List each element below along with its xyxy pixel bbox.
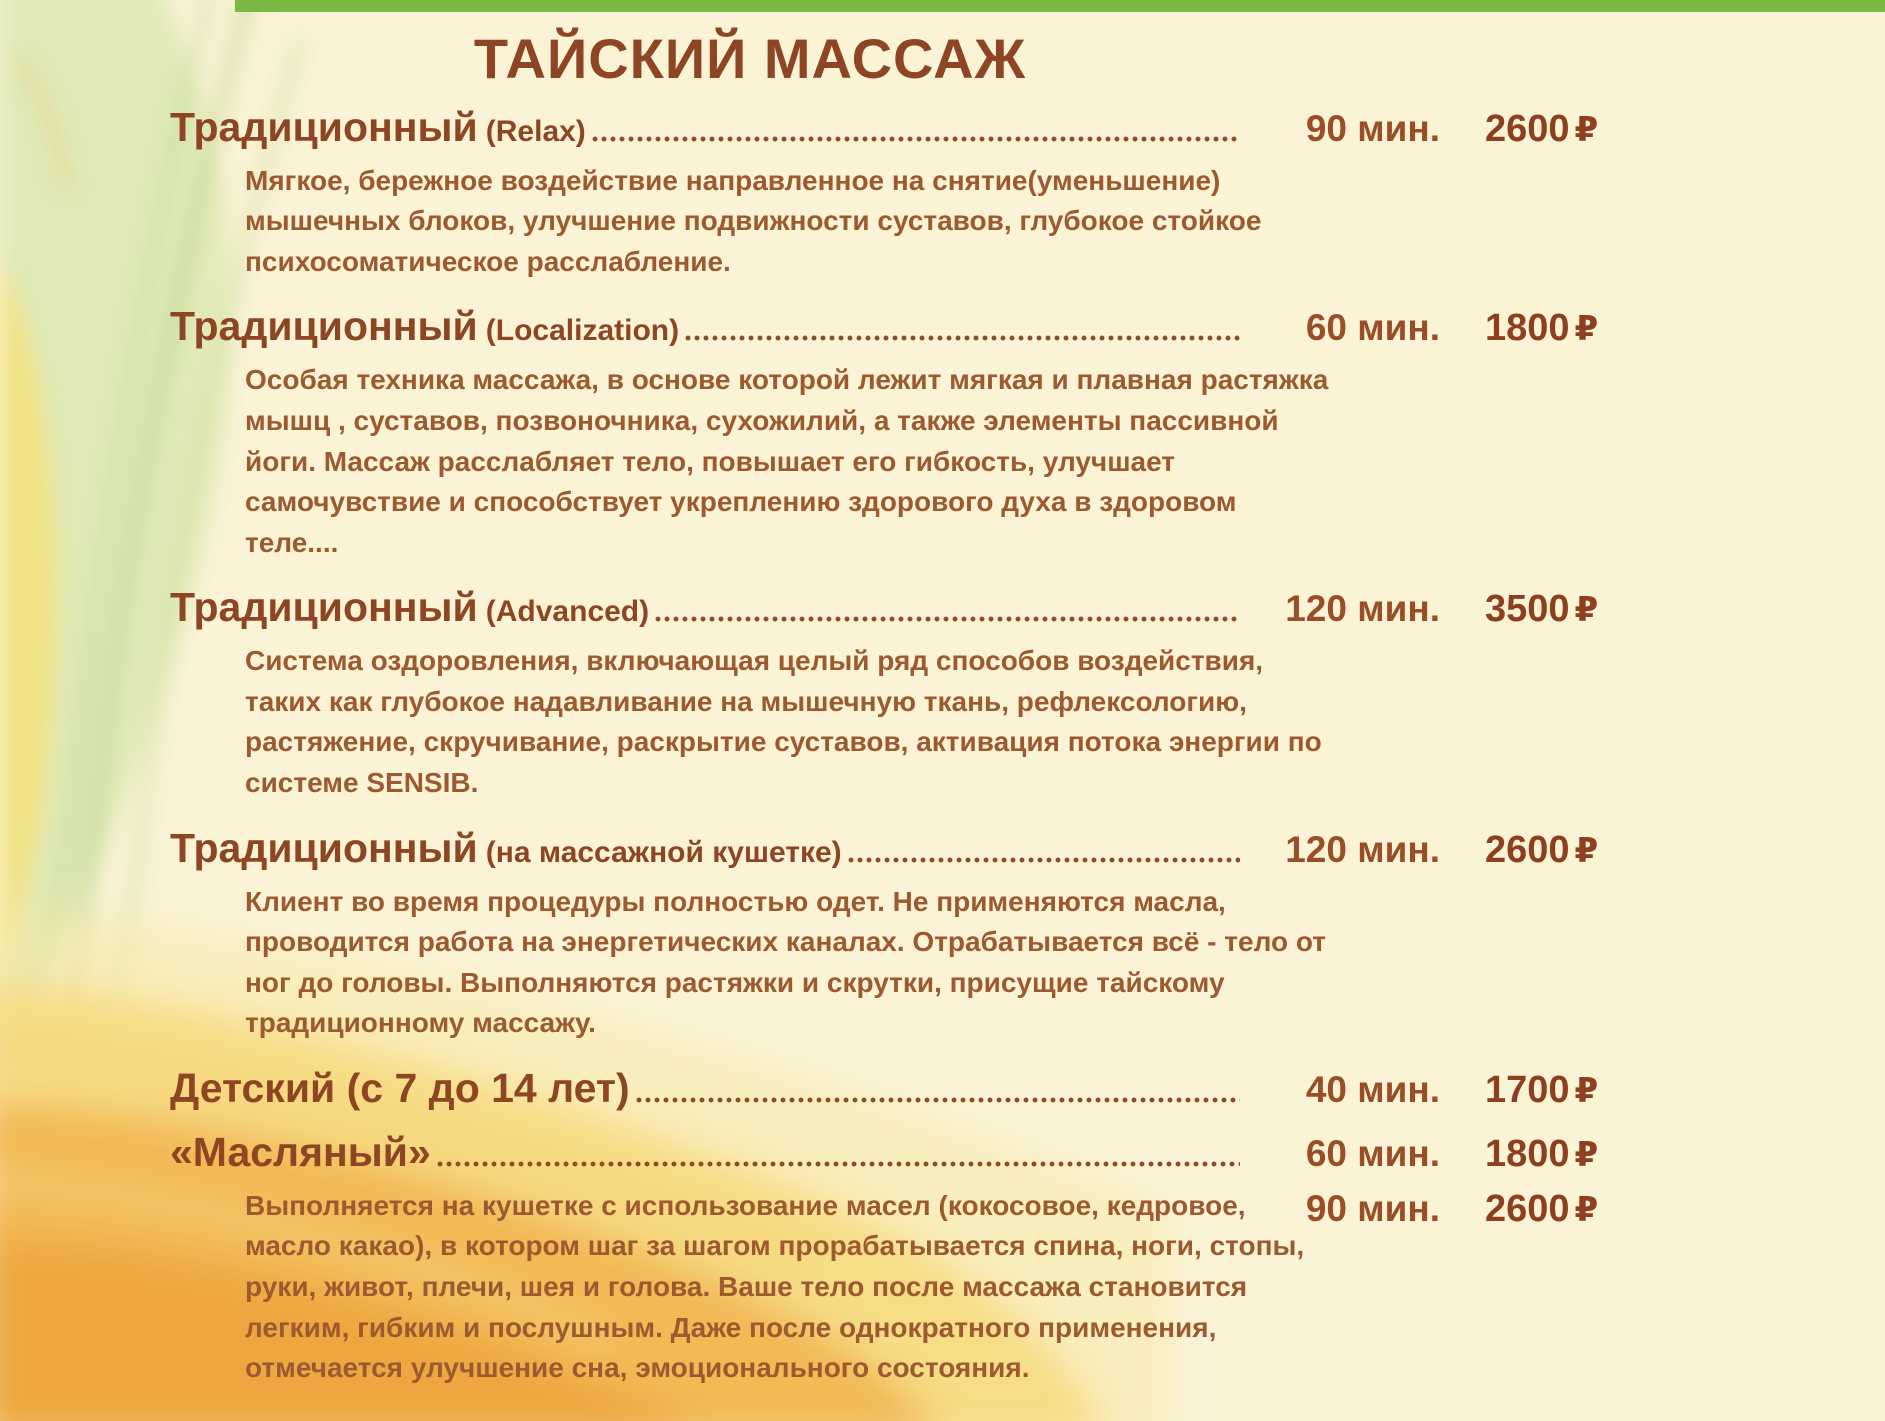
description-wrap (170, 1186, 1700, 1389)
menu-item-traditional-relax (170, 105, 1700, 283)
item-name: Традиционный (170, 584, 478, 631)
price-value: 1800 (1485, 1132, 1570, 1175)
price-value: 1800 (1485, 307, 1570, 350)
dotted-leader (592, 136, 1240, 142)
ruble-sign: ₽ (1574, 309, 1599, 350)
menu-item-kids (170, 1066, 1700, 1112)
price-value: 1700 (1485, 1068, 1570, 1111)
menu-item-oil (170, 1130, 1700, 1389)
page-title: ТАЙСКИЙ МАССАЖ (473, 27, 1027, 90)
item-head (170, 1130, 1700, 1176)
item-qualifier: (Relax) (485, 114, 586, 148)
top-accent-bar (235, 0, 1885, 12)
price-value: 2600 (1485, 1187, 1570, 1230)
menu-item-traditional-advanced (170, 585, 1700, 803)
item-name: Детский (с 7 до 14 лет) (170, 1064, 630, 1111)
item-description: Особая техника массажа, в основе которой лежит мягкая и плавная растяжка мышц , суставов, позвоночника, сухожилий, а также элементы пассивной йоги. Массаж расслабляет тело, повышает его гибкость, улучшает самочувствие и способствует укреплению здорового духа в здоровом теле.... (245, 364, 1329, 558)
item-price (1440, 1133, 1700, 1176)
ruble-sign: ₽ (1574, 590, 1599, 631)
item-price (1440, 829, 1700, 872)
item-name: Традиционный (170, 103, 478, 150)
item-price (1440, 588, 1700, 631)
item-head (170, 1066, 1700, 1112)
item-qualifier: (Advanced) (485, 595, 650, 629)
item-description: Мягкое, бережное воздействие направленное на снятие(уменьшение) мышечных блоков, улучшение подвижности суставов, глубокое стойкое психосоматическое расслабление. (245, 164, 1262, 277)
item-price (1440, 307, 1700, 350)
dotted-leader (636, 1097, 1240, 1103)
second-price-row (1250, 1188, 1700, 1231)
item-price (1440, 108, 1700, 151)
item-head (170, 585, 1700, 631)
ruble-sign: ₽ (1574, 1134, 1599, 1175)
item-description: Система оздоровления, включающая целый ряд способов воздействия, таких как глубокое надавливание на мышечную ткань, рефлексологию, растяжение, скручивание, раскрытие суставов, активация потока энергии по системе SENSIB. (245, 645, 1322, 799)
dotted-leader (685, 335, 1240, 341)
menu-item-traditional-localization (170, 304, 1700, 563)
item-duration: 120 мин. (1285, 828, 1440, 870)
item-duration: 60 мин. (1305, 307, 1440, 349)
ruble-sign: ₽ (1574, 830, 1599, 871)
item-duration: 60 мин. (1305, 1132, 1440, 1174)
price-value: 2600 (1485, 828, 1570, 871)
price-value: 2600 (1485, 107, 1570, 150)
item-duration-2: 90 мин. (1305, 1187, 1440, 1229)
item-price (1440, 1069, 1700, 1112)
item-duration: 40 мин. (1305, 1068, 1440, 1110)
dotted-leader (848, 857, 1240, 863)
ruble-sign: ₽ (1574, 109, 1599, 150)
item-description: Клиент во время процедуры полностью одет. Не применяются масла, проводится работа на энергетических каналах. Отрабатывается всё - тело от ног до головы. Выполняются растяжки и скрутки, присущие тайскому традиционному массажу. (245, 885, 1326, 1039)
item-description: Выполняется на кушетке с использование масел (кокосовое, кедровое, масло какао), в котором шаг за шагом прорабатывается спина, ноги, стопы, руки, живот, плечи, шея и голова. Ваше тело после массажа становится легким, гибким и послушным. Даже после однократного применения, отмечается улучшение сна, эмоционального состояния. (245, 1189, 1305, 1384)
item-head (170, 826, 1700, 872)
ruble-sign: ₽ (1574, 1070, 1599, 1111)
item-duration: 120 мин. (1285, 588, 1440, 630)
item-head (170, 105, 1700, 151)
item-name: Традиционный (170, 824, 478, 871)
item-duration: 90 мин. (1305, 107, 1440, 149)
dotted-leader (437, 1161, 1240, 1167)
item-price-2 (1440, 1188, 1700, 1231)
ruble-sign: ₽ (1574, 1189, 1599, 1230)
item-head (170, 304, 1700, 350)
item-qualifier: (на массажной кушетке) (485, 835, 842, 869)
price-value: 3500 (1485, 588, 1570, 631)
item-name: Традиционный (170, 303, 478, 350)
menu-item-traditional-couch (170, 826, 1700, 1044)
item-qualifier: (Localization) (485, 314, 680, 348)
item-name: «Масляный» (170, 1128, 431, 1175)
dotted-leader (655, 616, 1240, 622)
